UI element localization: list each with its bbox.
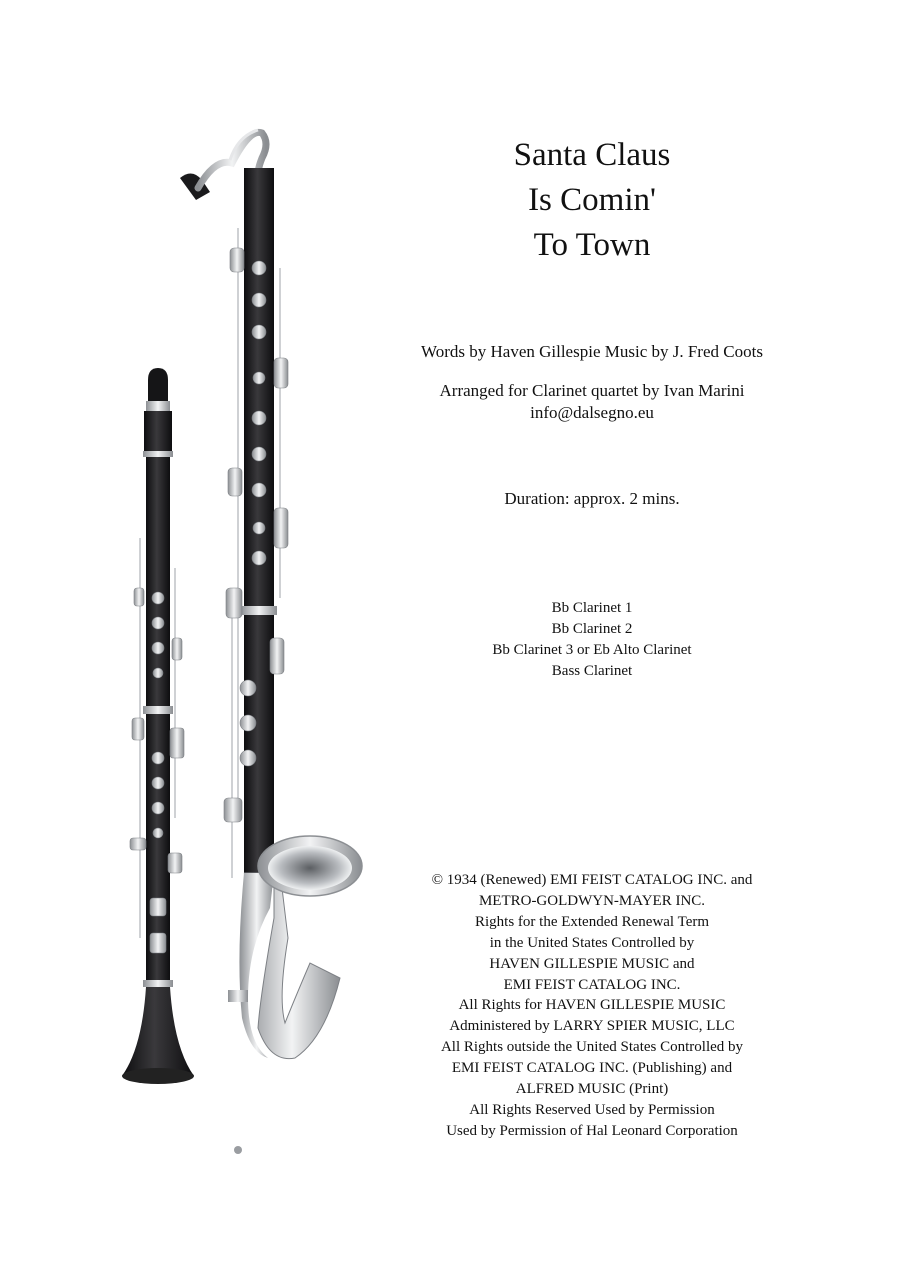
copyright-line: Rights for the Extended Renewal Term [474,913,710,930]
copyright-line: Administered by LARRY SPIER MUSIC, LLC [449,1018,735,1035]
song-title [372,133,812,268]
duration-note: Duration: approx. 2 mins. [504,489,680,508]
arranger-credit: Arranged for Clarinet quartet by Ivan Marini [439,381,745,400]
copyright-line: © 1934 (Renewed) EMI FEIST CATALOG INC. and [431,872,753,888]
instrumentation-list [372,598,812,682]
copyright-line: EMI FEIST CATALOG INC. [503,976,681,993]
bass-clarinet-icon [180,130,362,1154]
copyright-line: in the United States Controlled by [489,934,695,951]
title-line: To Town [533,227,651,263]
bb-clarinet-icon [122,368,194,1084]
copyright-line: EMI FEIST CATALOG INC. (Publishing) and [451,1060,733,1077]
clarinet-illustration [110,118,380,1163]
copyright-line: METRO-GOLDWYN-MAYER INC. [478,892,706,909]
copyright-notice [372,870,812,1142]
part-item: Bb Clarinet 2 [551,621,633,637]
copyright-line: All Rights for HAVEN GILLESPIE MUSIC [458,997,726,1014]
words-music-credit: Words by Haven Gillespie Music by J. Fred Coots [421,342,763,361]
title-line: Is Comin' [528,182,656,218]
copyright-line: HAVEN GILLESPIE MUSIC and [489,955,695,972]
copyright-line: All Rights outside the United States Controlled by [440,1039,744,1056]
part-item: Bb Clarinet 1 [551,600,633,616]
copyright-line: ALFRED MUSIC (Print) [515,1081,669,1098]
credits-block [372,341,812,424]
copyright-line: Used by Permission of Hal Leonard Corporation [446,1122,738,1139]
contact-email: info@dalsegno.eu [530,403,654,422]
copyright-line: All Rights Reserved Used by Permission [469,1101,715,1118]
title-line: Santa Claus [513,137,671,173]
part-item: Bass Clarinet [551,663,633,679]
part-item: Bb Clarinet 3 or Eb Alto Clarinet [492,642,692,658]
